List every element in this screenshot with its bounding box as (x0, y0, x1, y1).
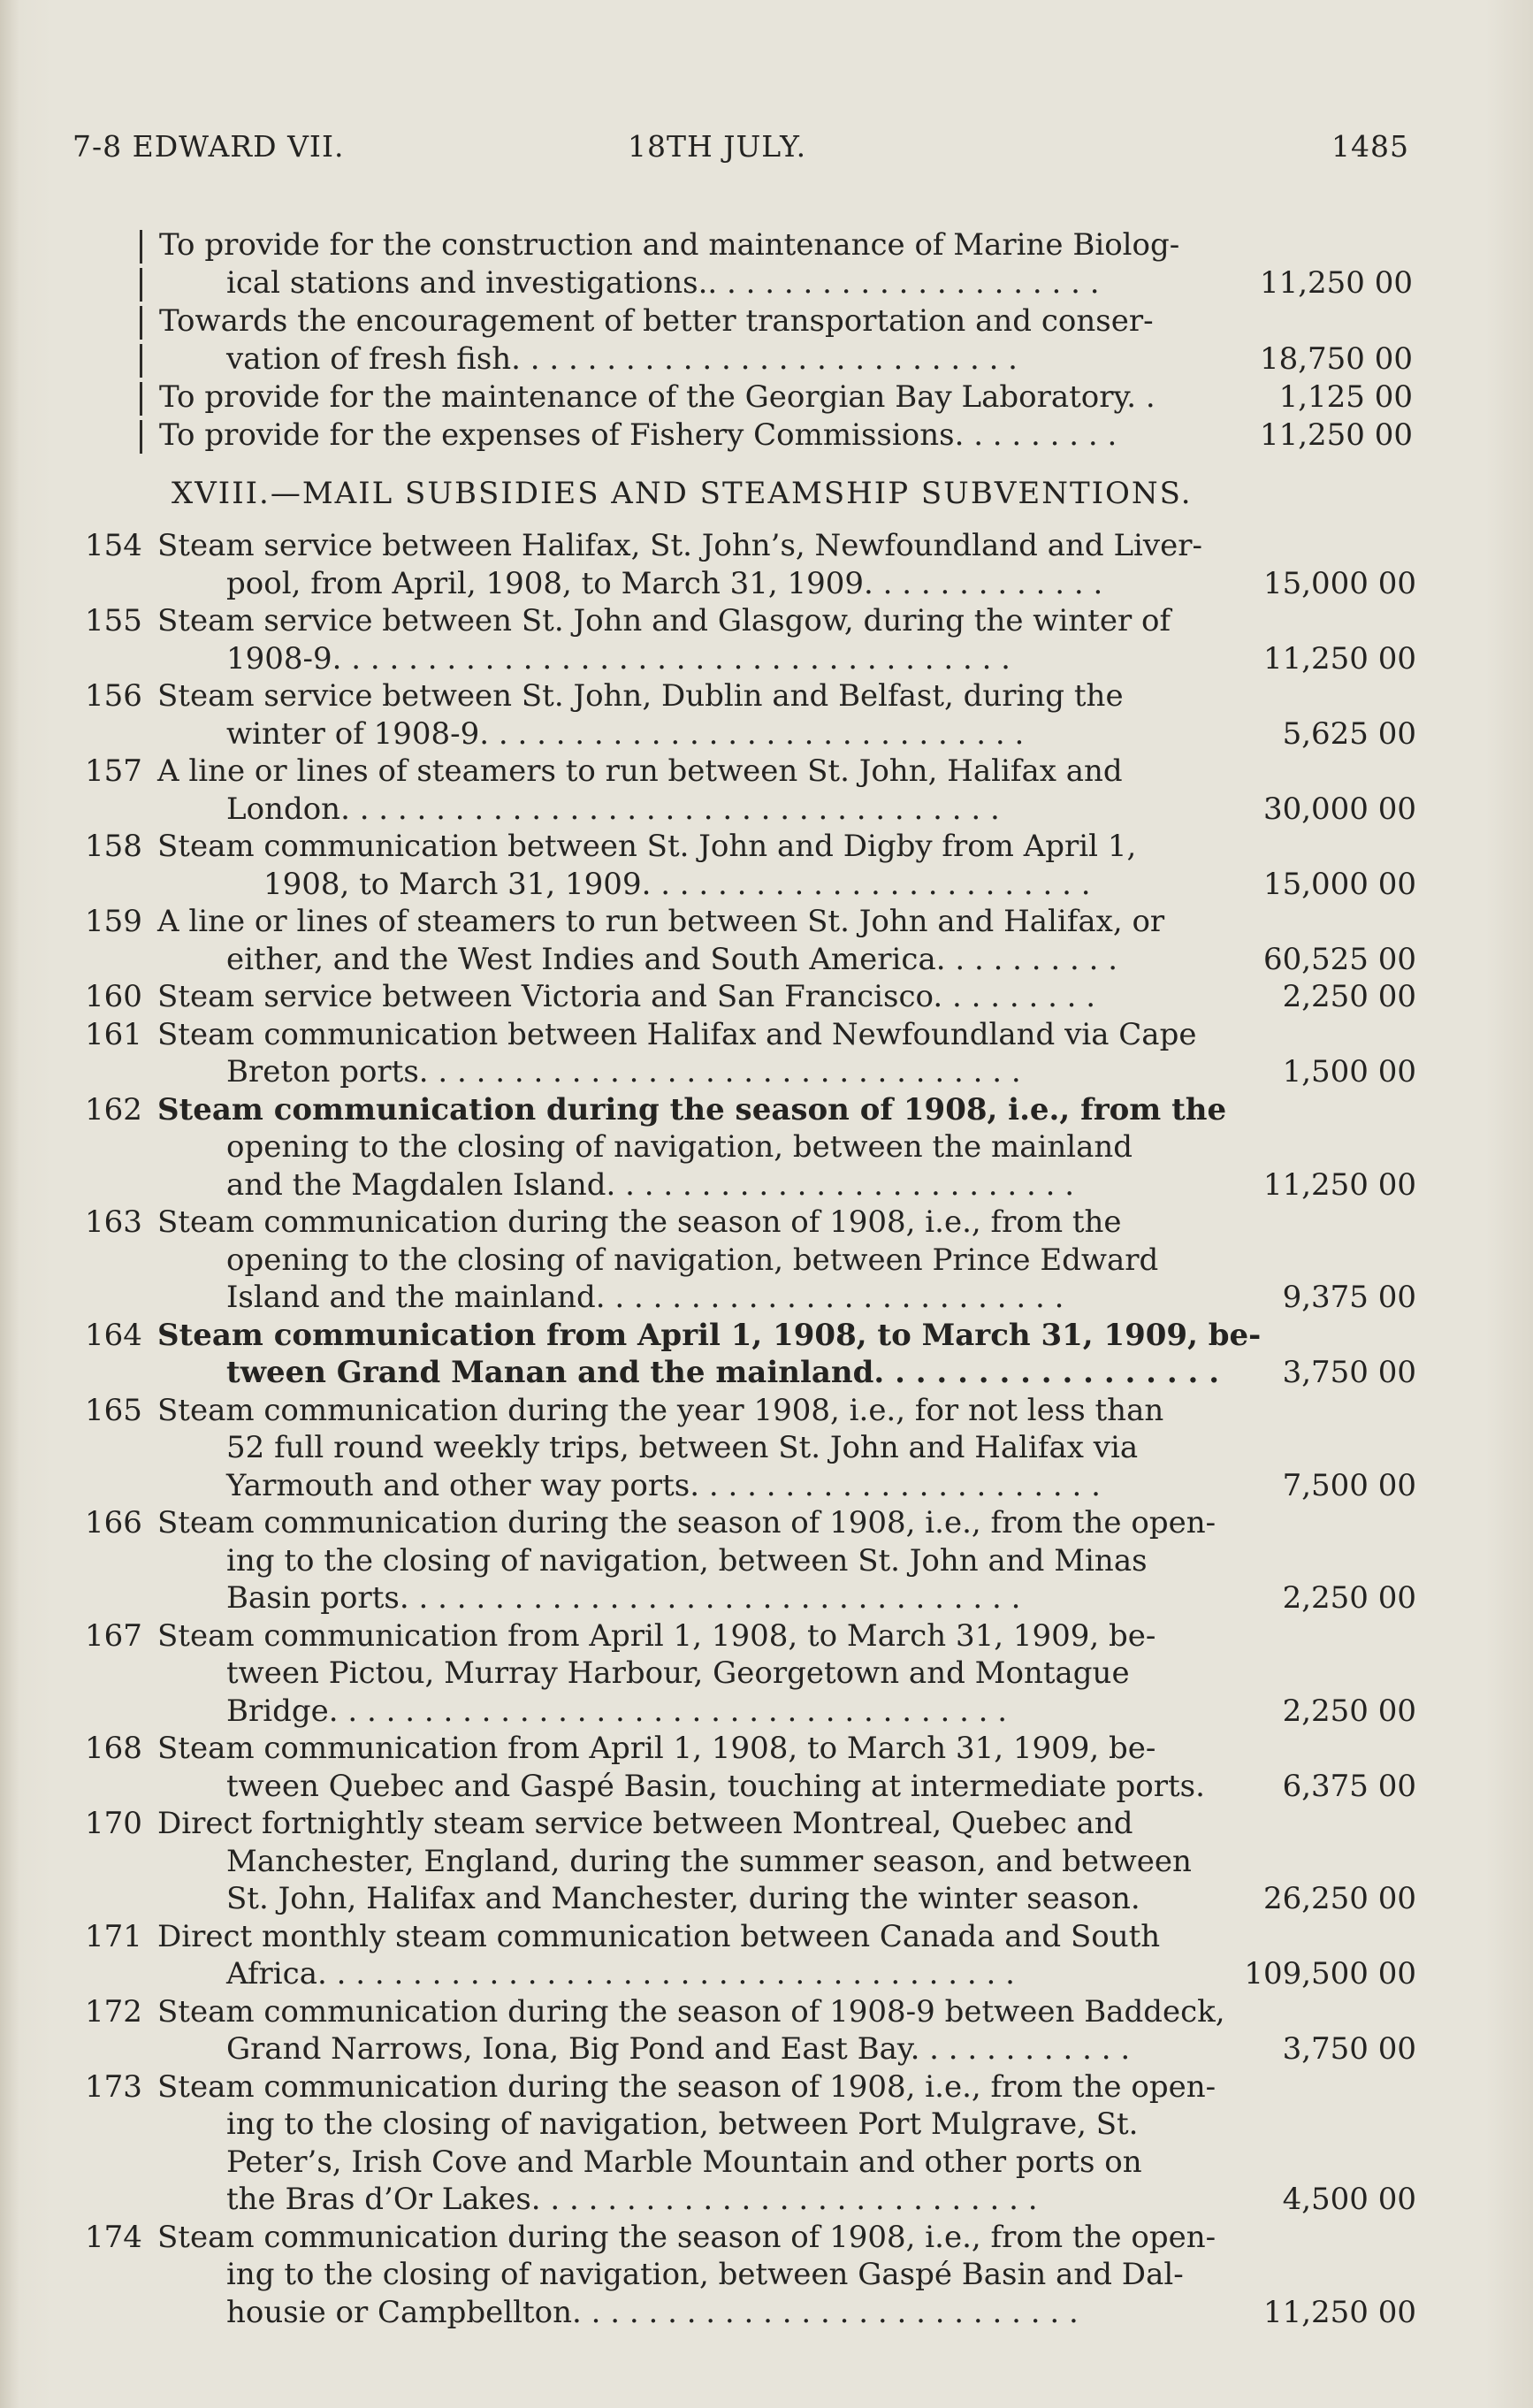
item-text: Grand Narrows, Iona, Big Pond and East Bay. . . . . . . . . . . . (226, 2031, 1131, 2067)
item-line (85, 2106, 1416, 2144)
item-text: A line or lines of steamers to run between St. John and Halifax, or (157, 904, 1165, 939)
item-line (85, 2030, 1416, 2068)
item-text: Steam communication between Halifax and Newfoundland via Cape (157, 1016, 1197, 1052)
item-text: and the Magdalen Island. . . . . . . . . . . . . . . . . . . . . . . . . (226, 1166, 1075, 1203)
item-line (85, 1242, 1416, 1280)
header-date: 18TH JULY. (628, 129, 807, 164)
item-line (85, 2256, 1416, 2294)
item-line (85, 1955, 1416, 1993)
item-number: 158 (85, 829, 142, 864)
line-amount: 18,750 00 (1259, 341, 1413, 377)
item-number: 159 (85, 904, 142, 939)
item-amount: 26,250 00 (1262, 1881, 1416, 1916)
item-amount: 60,525 00 (1262, 941, 1416, 977)
fishery-line (140, 340, 1413, 378)
item-text: tween Quebec and Gaspé Basin, touching at intermediate ports. (226, 1768, 1205, 1804)
item-line (85, 2144, 1416, 2182)
item-text: opening to the closing of navigation, between the mainland (226, 1129, 1133, 1165)
brace-bar (140, 382, 142, 416)
item-line (85, 677, 1416, 715)
brace-bar (140, 230, 142, 264)
fishery-line (140, 302, 1413, 340)
item-line (85, 903, 1416, 941)
item-number: 166 (85, 1505, 142, 1540)
line-amount: 11,250 00 (1259, 265, 1413, 301)
item-line (85, 1091, 1416, 1129)
item-number: 162 (85, 1091, 142, 1128)
line-text: Towards the encouragement of better transportation and conser- (159, 303, 1154, 339)
item-line (85, 1993, 1416, 2031)
item-amount: 3,750 00 (1282, 2031, 1416, 2067)
item-text: ing to the closing of navigation, between Gaspé Basin and Dal- (226, 2257, 1184, 2292)
item-text: Yarmouth and other way ports. . . . . . . . . . . . . . . . . . . . . . (226, 1467, 1101, 1503)
item-amount: 4,500 00 (1282, 2182, 1416, 2217)
item-line (85, 1617, 1416, 1655)
item-line (85, 791, 1416, 829)
item-text: St. John, Halifax and Manchester, during the winter season. (226, 1881, 1140, 1916)
item-text: Direct monthly steam communication between Canada and South (157, 1918, 1161, 1954)
item-amount: 15,000 00 (1262, 565, 1416, 601)
fishery-line (140, 417, 1413, 455)
item-line (85, 2219, 1416, 2257)
item-line (85, 1655, 1416, 1693)
item-text: Africa. . . . . . . . . . . . . . . . . . . . . . . . . . . . . . . . . . . . . (226, 1956, 1015, 1991)
item-number: 157 (85, 753, 142, 789)
item-line (85, 1504, 1416, 1542)
item-text: London. . . . . . . . . . . . . . . . . . . . . . . . . . . . . . . . . . . (226, 791, 1000, 827)
item-amount: 7,500 00 (1282, 1467, 1416, 1503)
item-amount: 5,625 00 (1282, 715, 1416, 752)
item-line (85, 1279, 1416, 1317)
item-text: ing to the closing of navigation, between St. John and Minas (226, 1542, 1148, 1579)
item-line (85, 640, 1416, 678)
item-text: tween Grand Manan and the mainland. . . . . . . . . . . . . . . . . (226, 1355, 1220, 1390)
item-number: 174 (85, 2219, 142, 2255)
line-text: To provide for the expenses of Fishery Commissions. . . . . . . . . (159, 417, 1117, 453)
item-amount: 6,375 00 (1282, 1768, 1416, 1804)
subsidy-items (85, 527, 1416, 2331)
header-session: 7-8 EDWARD VII. (72, 129, 345, 164)
line-text: vation of fresh fish. . . . . . . . . . . . . . . . . . . . . . . . . . . (226, 341, 1018, 377)
item-line (85, 527, 1416, 565)
item-number: 168 (85, 1731, 142, 1766)
fishery-line (140, 378, 1413, 417)
item-line (85, 1204, 1416, 1242)
item-line (85, 1354, 1416, 1392)
line-amount: 11,250 00 (1259, 417, 1413, 453)
fisheries-items (140, 226, 1413, 455)
item-text: Steam service between Victoria and San Francisco. . . . . . . . . (157, 979, 1096, 1014)
item-line (85, 1128, 1416, 1166)
line-amount: 1,125 00 (1278, 379, 1413, 415)
item-line (85, 1392, 1416, 1430)
line-text: To provide for the construction and maintenance of Marine Biolog- (159, 227, 1180, 263)
item-line (85, 1693, 1416, 1731)
item-text: Steam communication between St. John and Digby from April 1, (157, 829, 1137, 864)
item-number: 173 (85, 2068, 142, 2105)
item-line (85, 1843, 1416, 1881)
item-text: A line or lines of steamers to run between St. John, Halifax and (157, 753, 1123, 789)
line-text: To provide for the maintenance of the Georgian Bay Laboratory. . (159, 379, 1155, 415)
item-text: Steam service between St. John, Dublin and Belfast, during the (157, 678, 1124, 714)
item-amount: 11,250 00 (1262, 1166, 1416, 1203)
item-amount: 15,000 00 (1262, 866, 1416, 902)
item-line (85, 2294, 1416, 2332)
item-text: Steam communication during the season of 1908-9 between Baddeck, (157, 1993, 1225, 2030)
item-number: 163 (85, 1204, 142, 1240)
fishery-line (140, 264, 1413, 302)
item-text: Steam communication during the season of 1908, i.e., from the open- (157, 2219, 1216, 2255)
item-amount: 9,375 00 (1282, 1280, 1416, 1315)
item-line (85, 941, 1416, 979)
item-number: 155 (85, 603, 142, 638)
page-number: 1485 (1331, 129, 1409, 164)
item-line (85, 753, 1416, 791)
page-header (72, 129, 1409, 173)
item-line (85, 978, 1416, 1016)
item-amount: 1,500 00 (1282, 1054, 1416, 1089)
item-text: Steam service between St. John and Glasgow, during the winter of (157, 603, 1171, 638)
item-text: the Bras d’Or Lakes. . . . . . . . . . . . . . . . . . . . . . . . . . . (226, 2182, 1038, 2217)
item-line (85, 1579, 1416, 1617)
item-number: 171 (85, 1918, 142, 1954)
item-text: tween Pictou, Murray Harbour, Georgetown and Montague (226, 1655, 1130, 1691)
item-line (85, 1317, 1416, 1355)
item-number: 160 (85, 979, 142, 1014)
item-line (85, 2068, 1416, 2106)
brace-bar (140, 420, 142, 454)
item-number: 154 (85, 528, 142, 563)
item-text: pool, from April, 1908, to March 31, 1909. . . . . . . . . . . . . (226, 565, 1103, 601)
item-line (85, 2181, 1416, 2219)
item-text: 1908, to March 31, 1909. . . . . . . . . . . . . . . . . . . . . . . . (263, 866, 1091, 902)
item-line (85, 1467, 1416, 1505)
item-text: opening to the closing of navigation, between Prince Edward (226, 1242, 1159, 1278)
item-amount: 2,250 00 (1282, 979, 1416, 1014)
item-text: Breton ports. . . . . . . . . . . . . . . . . . . . . . . . . . . . . . . . (226, 1054, 1021, 1089)
item-text: 1908-9. . . . . . . . . . . . . . . . . . . . . . . . . . . . . . . . . . . . (226, 640, 1011, 677)
item-line (85, 565, 1416, 603)
item-number: 165 (85, 1392, 142, 1428)
item-text: ing to the closing of navigation, between Port Mulgrave, St. (226, 2106, 1139, 2142)
item-line (85, 1016, 1416, 1054)
item-number: 172 (85, 1993, 142, 2030)
item-line (85, 1805, 1416, 1843)
item-line (85, 866, 1416, 904)
item-text: Peter’s, Irish Cove and Marble Mountain and other ports on (226, 2144, 1142, 2180)
line-text: ical stations and investigations.. . . . . . . . . . . . . . . . . . . . . (226, 265, 1100, 301)
item-number: 161 (85, 1016, 142, 1052)
item-line (85, 1880, 1416, 1918)
item-text: Manchester, England, during the summer season, and between (226, 1843, 1192, 1879)
item-number: 156 (85, 678, 142, 714)
item-text: Basin ports. . . . . . . . . . . . . . . . . . . . . . . . . . . . . . . . . (226, 1580, 1021, 1616)
fishery-line (140, 226, 1413, 264)
item-amount: 11,250 00 (1262, 640, 1416, 677)
section-title: XVIII.—MAIL SUBSIDIES AND STEAMSHIP SUBVENTIONS. (172, 476, 1193, 511)
item-line (85, 1166, 1416, 1204)
item-text: Steam communication from April 1, 1908, to March 31, 1909, be- (157, 1317, 1262, 1353)
item-number: 164 (85, 1317, 142, 1353)
item-text: either, and the West Indies and South America. . . . . . . . . . (226, 941, 1118, 977)
item-text: Steam communication during the season of 1908, i.e., from the open- (157, 1505, 1216, 1540)
brace-bar (140, 306, 142, 340)
item-line (85, 1730, 1416, 1768)
brace-bar (140, 344, 142, 378)
item-text: Steam communication during the season of 1908, i.e., from the open- (157, 2068, 1216, 2105)
item-line (85, 1918, 1416, 1956)
item-text: Direct fortnightly steam service between Montreal, Quebec and (157, 1806, 1133, 1841)
item-amount: 11,250 00 (1262, 2294, 1416, 2330)
item-line (85, 602, 1416, 640)
item-text: Steam communication from April 1, 1908, to March 31, 1909, be- (157, 1617, 1156, 1654)
item-line (85, 715, 1416, 753)
item-text: Steam service between Halifax, St. John’s, Newfoundland and Liver- (157, 528, 1202, 563)
item-line (85, 828, 1416, 866)
item-text: Bridge. . . . . . . . . . . . . . . . . . . . . . . . . . . . . . . . . . . . (226, 1693, 1008, 1729)
item-amount: 30,000 00 (1262, 791, 1416, 827)
item-text: Steam communication during the season of 1908, i.e., from the (157, 1204, 1122, 1240)
item-amount: 2,250 00 (1282, 1580, 1416, 1616)
item-number: 170 (85, 1806, 142, 1841)
item-amount: 3,750 00 (1282, 1355, 1416, 1390)
item-text: Steam communication from April 1, 1908, to March 31, 1909, be- (157, 1731, 1156, 1766)
item-text: housie or Campbellton. . . . . . . . . . . . . . . . . . . . . . . . . . . (226, 2294, 1079, 2330)
item-number: 167 (85, 1617, 142, 1654)
item-text: winter of 1908-9. . . . . . . . . . . . . . . . . . . . . . . . . . . . . (226, 715, 1025, 752)
brace-bar (140, 268, 142, 302)
item-line (85, 1053, 1416, 1091)
item-line (85, 1429, 1416, 1467)
item-text: Steam communication during the year 1908, i.e., for not less than (157, 1392, 1164, 1428)
item-text: 52 full round weekly trips, between St. John and Halifax via (226, 1430, 1139, 1465)
item-line (85, 1768, 1416, 1806)
item-amount: 109,500 00 (1244, 1956, 1416, 1991)
item-text: Island and the mainland. . . . . . . . . . . . . . . . . . . . . . . . . (226, 1280, 1064, 1315)
item-text: Steam communication during the season of 1908, i.e., from the (157, 1091, 1227, 1128)
item-amount: 2,250 00 (1282, 1693, 1416, 1729)
item-line (85, 1542, 1416, 1580)
